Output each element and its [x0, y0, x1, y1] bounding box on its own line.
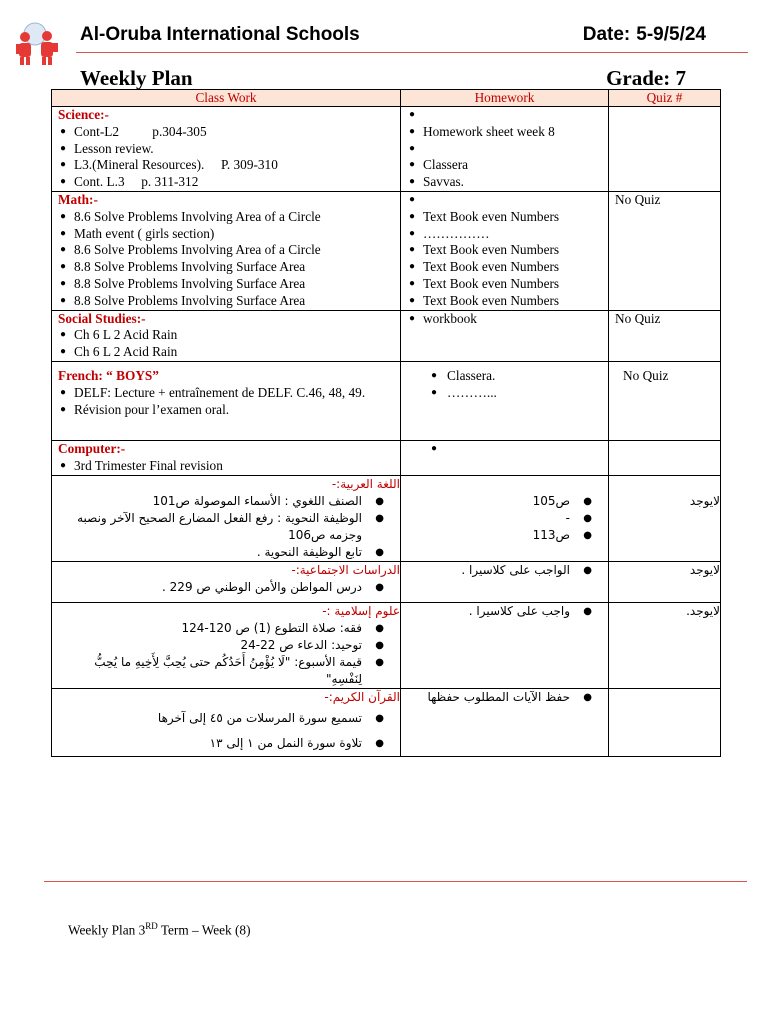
date-value: 5-9/5/24 [636, 24, 706, 45]
footer-text [68, 921, 251, 938]
list-item [407, 192, 608, 209]
list-item: ● تلاوة سورة النمل من ١ إلى ١٣ [58, 731, 400, 756]
list-item: ● Math event ( girls section) [58, 226, 400, 243]
subject-label: Science:- [58, 107, 109, 122]
subject-label: Computer:- [58, 440, 126, 456]
quiz-cell: لايوجد [609, 475, 721, 561]
homework-cell [401, 561, 609, 602]
list-item: ● Savvas. [407, 174, 608, 191]
subject-label: Math:- [58, 192, 98, 207]
weekly-plan-table [51, 89, 721, 757]
list-item: ● DELF: Lecture + entraînement de DELF. C.46, 48, 49. [58, 385, 400, 402]
school-name: Al-Oruba International Schools [80, 24, 360, 45]
classwork-list [58, 327, 400, 361]
quiz-cell: No Quiz [609, 310, 721, 361]
classwork-list [58, 458, 400, 475]
homework-cell [401, 310, 609, 361]
list-item: ● Lesson review. [58, 141, 400, 158]
classwork-list [58, 493, 400, 561]
classwork-cell [52, 192, 401, 311]
homework-cell [401, 688, 609, 756]
list-item: ● L3.(Mineral Resources). P. 309-310 [58, 157, 400, 174]
table-row [52, 561, 721, 602]
list-item: ● Cont-L2 p.304-305 [58, 124, 400, 141]
page-title: Weekly Plan [80, 66, 193, 90]
list-item: ● Text Book even Numbers [407, 276, 608, 293]
list-item: ● الوظيفة النحوية : رفع الفعل المضارع الصحيح الآخر ونصبه وجزمه ص106 [58, 510, 400, 544]
school-logo-icon [13, 20, 71, 66]
classwork-cell [52, 475, 401, 561]
list-item: ● Text Book even Numbers [407, 209, 608, 226]
homework-list [407, 603, 608, 620]
list-item: ● Révision pour l’examen oral. [58, 402, 400, 419]
classwork-cell [52, 561, 401, 602]
classwork-list [58, 124, 400, 191]
list-item [407, 141, 608, 158]
footer-sup: RD [145, 921, 158, 931]
list-item: ● 8.8 Solve Problems Involving Surface Area [58, 276, 400, 293]
subject-label: الدراسات الاجتماعية:- [291, 562, 400, 577]
list-item: ● واجب على كلاسيرا . [407, 603, 608, 620]
list-item: ● 8.6 Solve Problems Involving Area of a Circle [58, 209, 400, 226]
list-item: ● 3rd Trimester Final revision [58, 458, 400, 475]
quiz-cell: لايوجد [609, 561, 721, 602]
quiz-cell: No Quiz [609, 361, 721, 440]
classwork-cell [52, 688, 401, 756]
quiz-cell: لايوجد. [609, 602, 721, 688]
list-item: ● تابع الوظيفة النحوية . [58, 544, 400, 561]
list-item: ● فقه: صلاة التطوع (1) ص 120-124 [58, 620, 400, 637]
list-item [407, 107, 608, 124]
classwork-list [58, 385, 400, 419]
list-item: ● تسميع سورة المرسلات من ٤٥ إلى آخرها [58, 706, 400, 731]
date-label: Date: [582, 24, 631, 45]
quiz-cell: No Quiz [609, 192, 721, 311]
list-item: ● ص113 [407, 527, 608, 544]
table-row [52, 440, 721, 475]
homework-list [407, 493, 608, 544]
list-item: ● درس المواطن والأمن الوطني ص 229 . [58, 579, 400, 596]
classwork-cell [52, 310, 401, 361]
subject-label: علوم إسلامية :- [322, 603, 400, 618]
homework-cell [401, 192, 609, 311]
homework-cell [401, 475, 609, 561]
column-header-quiz: Quiz # [609, 90, 721, 107]
classwork-cell [52, 602, 401, 688]
table-row [52, 602, 721, 688]
table-row [52, 475, 721, 561]
classwork-list [58, 579, 400, 596]
grade-label: Grade: 7 [606, 66, 686, 90]
list-item: ● Text Book even Numbers [407, 259, 608, 276]
homework-cell [401, 602, 609, 688]
list-item: ● الصنف اللغوي : الأسماء الموصولة ص101 [58, 493, 400, 510]
list-item: ● Ch 6 L 2 Acid Rain [58, 327, 400, 344]
table-row [52, 688, 721, 756]
list-item: ● ص105 [407, 493, 608, 510]
list-item: ● Classera [407, 157, 608, 174]
list-item: ● …………… [407, 226, 608, 243]
date [583, 24, 706, 46]
list-item [407, 441, 608, 458]
homework-list [407, 441, 608, 458]
table-row [52, 192, 721, 311]
list-item: ● Text Book even Numbers [407, 293, 608, 310]
quiz-cell [609, 688, 721, 756]
list-item: ● Cont. L.3 p. 311-312 [58, 174, 400, 191]
list-item: ● Classera. [407, 368, 608, 385]
homework-list [407, 562, 608, 579]
classwork-cell [52, 361, 401, 440]
homework-cell [401, 361, 609, 440]
quiz-cell [609, 440, 721, 475]
classwork-list [58, 706, 400, 756]
list-item: ● قيمة الأسبوع: "لَا يُؤْمِنُ أَحَدُكُم حتى يُحِبَّ لِأَخِيهِ ما يُحِبُّ لِنَفْسِهِ" [58, 654, 400, 688]
footer-rule [44, 881, 747, 882]
homework-list [407, 689, 608, 706]
homework-cell [401, 440, 609, 475]
homework-list [407, 192, 608, 310]
column-header-classwork: Class Work [52, 90, 401, 107]
homework-list [407, 107, 608, 191]
classwork-cell [52, 107, 401, 192]
homework-cell [401, 107, 609, 192]
homework-list [407, 311, 608, 328]
subject-label: القرآن الكريم:- [324, 689, 400, 704]
homework-list [407, 368, 608, 402]
list-item: ● 8.8 Solve Problems Involving Surface Area [58, 293, 400, 310]
list-item: ● توحيد: الدعاء ص 22-24 [58, 637, 400, 654]
table-row [52, 107, 721, 192]
column-header-homework: Homework [401, 90, 609, 107]
list-item: ● Ch 6 L 2 Acid Rain [58, 344, 400, 361]
list-item: ● Homework sheet week 8 [407, 124, 608, 141]
classwork-list [58, 209, 400, 310]
quiz-cell [609, 107, 721, 192]
footer-prefix: Weekly Plan 3 [68, 922, 146, 938]
table-row [52, 310, 721, 361]
subject-label: French: “ BOYS” [58, 367, 159, 383]
header-rule [76, 52, 748, 53]
table-header-row [52, 90, 721, 107]
list-item: ● workbook [407, 311, 608, 328]
table-row [52, 361, 721, 440]
list-item: ● 8.8 Solve Problems Involving Surface Area [58, 259, 400, 276]
classwork-list [58, 620, 400, 688]
subject-label: اللغة العربية:- [331, 476, 400, 491]
list-item: ● حفظ الآيات المطلوب حفظها [407, 689, 608, 706]
list-item: ● Text Book even Numbers [407, 242, 608, 259]
list-item: ● - [407, 510, 608, 527]
list-item: ● ………... [407, 385, 608, 402]
footer-suffix: Term – Week (8) [157, 922, 251, 938]
list-item: ● الواجب على كلاسيرا . [407, 562, 608, 579]
classwork-cell [52, 440, 401, 475]
list-item: ● 8.6 Solve Problems Involving Area of a Circle [58, 242, 400, 259]
subject-label: Social Studies:- [58, 310, 146, 326]
